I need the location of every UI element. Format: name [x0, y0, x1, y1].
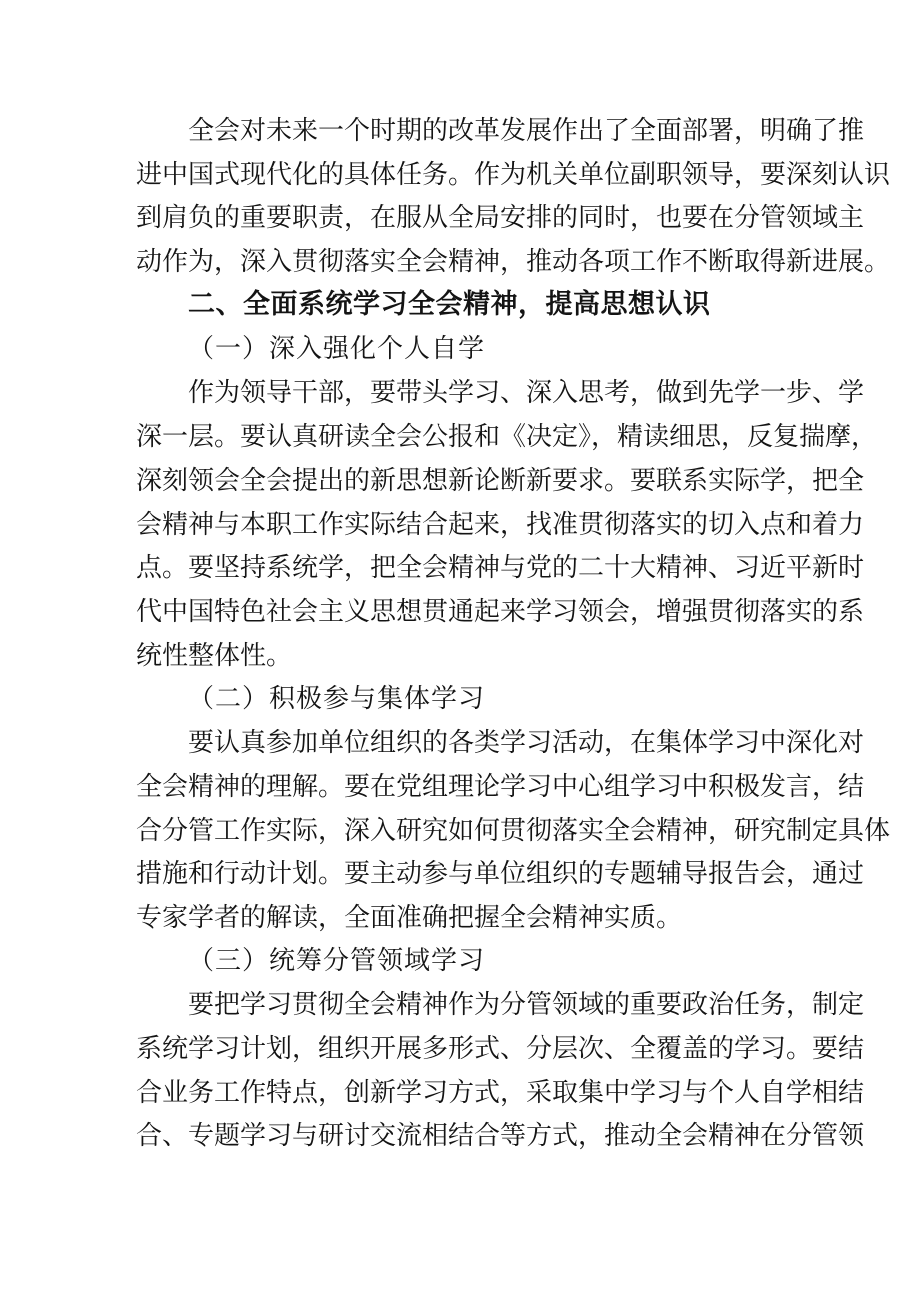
paragraph-line: 作为领导干部，要带头学习、深入思考，做到先学一步、学: [188, 378, 865, 408]
paragraph-line: 深一层。要认真研读全会公报和《决定》，精读细思，反复揣摩，: [136, 422, 878, 452]
paragraph-line: 系统学习计划，组织开展多形式、分层次、全覆盖的学习。要结: [136, 1034, 865, 1064]
paragraph-line: 要认真参加单位组织的各类学习活动，在集体学习中深化对: [188, 728, 865, 758]
paragraph-line: 进中国式现代化的具体任务。作为机关单位副职领导，要深刻认识: [136, 160, 891, 190]
paragraph-line: 全会精神的理解。要在党组理论学习中心组学习中积极发言，结: [136, 772, 865, 802]
paragraph-line: 深刻领会全会提出的新思想新论断新要求。要联系实际学，把全: [136, 466, 865, 496]
paragraph-line: 统性整体性。: [136, 641, 293, 671]
paragraph-line: 要把学习贯彻全会精神作为分管领域的重要政治任务，制定: [188, 990, 865, 1020]
section-heading: 二、全面系统学习全会精神，提高思想认识: [188, 289, 711, 320]
paragraph-line: 动作为，深入贯彻落实全会精神，推动各项工作不断取得新进展。: [136, 247, 891, 277]
paragraph-line: 点。要坚持系统学，把全会精神与党的二十大精神、习近平新时: [136, 553, 865, 583]
paragraph-line: 专家学者的解读，全面准确把握全会精神实质。: [136, 903, 683, 933]
subsection-title: （二）积极参与集体学习: [188, 684, 486, 714]
paragraph-line: 会精神与本职工作实际结合起来，找准贯彻落实的切入点和着力: [136, 510, 865, 540]
paragraph-line: 到肩负的重要职责，在服从全局安排的同时，也要在分管领域主: [136, 203, 865, 233]
paragraph-line: 代中国特色社会主义思想贯通起来学习领会，增强贯彻落实的系: [136, 597, 865, 627]
paragraph-line: 全会对未来一个时期的改革发展作出了全面部署，明确了推: [188, 116, 865, 146]
subsection-title: （一）深入强化个人自学: [188, 334, 486, 364]
paragraph-line: 措施和行动计划。要主动参与单位组织的专题辅导报告会，通过: [136, 859, 865, 889]
paragraph-line: 合业务工作特点，创新学习方式，采取集中学习与个人自学相结: [136, 1078, 865, 1108]
paragraph-line: 合、专题学习与研讨交流相结合等方式，推动全会精神在分管领: [136, 1121, 865, 1151]
paragraph-line: 合分管工作实际，深入研究如何贯彻落实全会精神，研究制定具体: [136, 816, 891, 846]
subsection-title: （三）统筹分管领域学习: [188, 946, 486, 976]
